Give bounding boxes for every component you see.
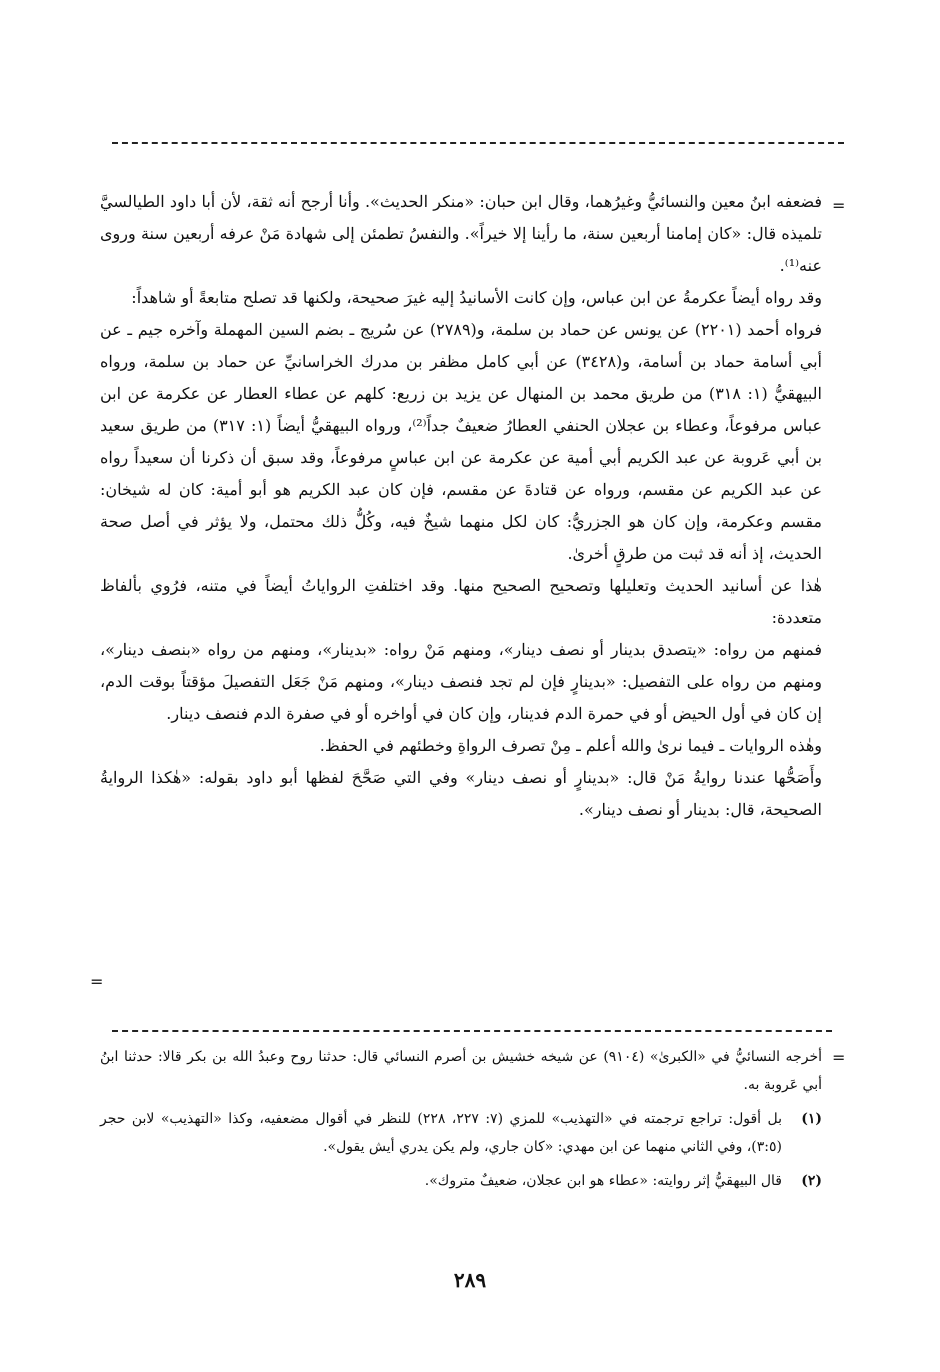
paragraph: فضعفه ابنُ معين والنسائيُّ وغيرُهما، وقال ابن حبان: «منكر الحديث». وأنا أرجح أنه ثقة، لأن أبا داود الطيالسيَّ تلميذه قال: «كان إمامنا أربعين سنة، ما رأينا إلا خيراً». والنفسُ تطمئن إلى شهادة مَنْ عرفه أربعين سنة وروى عنه⁽¹⁾. <box>100 192 822 275</box>
footnote-text: قال البيهقيُّ إثر روايته: «عطاء هو ابن عجلان، ضعيفٌ متروك». <box>424 1173 782 1189</box>
footnote-number: (٢) <box>801 1173 822 1189</box>
paragraph: هٰذا عن أسانيد الحديث وتعليلها وتصحيح الصحيح منها. وقد اختلفتِ الرواياتُ أيضاً في متنه، فرُوي بألفاظ متعددة: <box>100 576 822 627</box>
footnotes-section <box>100 1043 822 1201</box>
paragraph: وهٰذه الروايات ـ فيما نرىٰ والله أعلم ـ مِنْ تصرف الرواةِ وخطئهم في الحفظ. <box>319 736 822 755</box>
footnote-continuation-mark: = <box>832 1048 846 1067</box>
footnote-item <box>100 1167 822 1195</box>
header-dashed-rule <box>112 142 844 144</box>
footnote-item <box>100 1105 822 1161</box>
paragraph: وأَصَحُّها عندنا روايةُ مَنْ قال: «بدينارٍ أو نصف دينار» وفي التي صَحَّحَ لفظها أبو داود بقوله: «هٰكذا الروايةُ الصحيحة، قال: بدينار أو نصف دينار». <box>100 768 822 819</box>
page-number: ٢٨٩ <box>453 1268 487 1292</box>
footnote-text: بل أقول: تراجع ترجمته في «التهذيب» للمزي (٧: ٢٢٧، ٢٢٨) للنظر في أقوال مضعفيه، وكذا «التهذيب» لابن حجر (٣:٥)، وفي الثاني منهما عن ابن مهدي: «كان جاري، ولم يكن يدري أيش يقول». <box>100 1111 782 1155</box>
continuation-mark: = <box>832 196 846 215</box>
paragraph: فمنهم من رواه: «يتصدق بدينار أو نصف دينار»، ومنهم مَنْ رواه: «بدينار»، ومنهم من رواه «بنصف دينار»، ومنهم من رواه على التفصيل: «بدينارٍ فإن لم تجد فنصف دينار»، ومنهم مَنْ جَعَل التفصيلَ مؤقتاً بوقت الدم، إن كان في أول الحيض أو في حمرة الدم فدينار، وإن كان في أواخره أو في صفرة الدم فنصف دينار. <box>100 640 822 723</box>
footnote-continuation: أخرجه النسائيُّ في «الكبرىٰ» (٩١٠٤) عن شيخه خشيش بن أصرم النسائي قال: حدثنا روح وعبدُ الله بن بكر قالا: حدثنا ابنُ أبي عَروبة به. <box>100 1049 822 1093</box>
footnote-dashed-rule <box>112 1030 832 1032</box>
continuation-mark: = <box>90 972 104 991</box>
paragraph: فرواه أحمد (٢٢٠١) عن يونس عن حماد بن سلمة، و(٢٧٨٩) عن سُريج ـ بضم السين المهملة وآخره جيم ـ عن أبي أسامة حماد بن أسامة، و(٣٤٢٨) عن أبي كامل مظفر بن مدرك الخراسانيِّ عن حماد بن سلمة، ورواه البيهقيُّ (١: ٣١٨) من طريق محمد بن المنهال عن يزيد بن زريع: كلهم عن عطاء العطار عن عكرمة عن ابن عباس مرفوعاً، وعطاء بن عجلان الحنفي العطارُ ضعيفٌ جداً⁽²⁾، ورواه البيهقيُّ أيضاً (١: ٣١٧) من طريق سعيد بن أبي عَروبة عن عبد الكريم أبي أمية عن عكرمة عن ابن عباسٍ مرفوعاً، وقد سبق أن ذكرنا أن سعيداً رواه عن عبد الكريم عن مقسم، ورواه عن قتادةَ عن مقسم، فإن كان عبد الكريم هو أبو أمية: كان له شيخان: مقسم وعكرمة، وإن كان هو الجزريُّ: كان لكل منهما شيخٌ فيه، وكُلُّ ذلك محتمل، ولا يؤثر في أصل صحة الحديث، إذ أنه قد ثبت من طرقٍ أخرىٰ. <box>100 320 823 563</box>
main-text-body <box>100 186 822 826</box>
footnote-number: (١) <box>801 1111 822 1127</box>
paragraph: وقد رواه أيضاً عكرمةُ عن ابن عباس، وإن كانت الأسانيدُ إليه غيرَ صحيحة، ولكنها قد تصلح متابعةً أو شاهداً: <box>131 288 822 307</box>
